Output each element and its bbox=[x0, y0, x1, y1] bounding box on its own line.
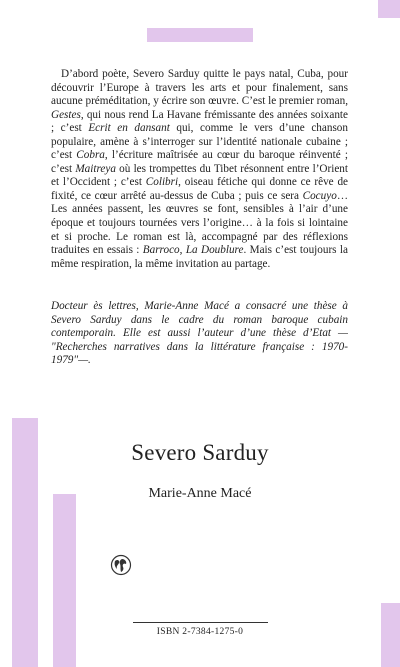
book-author: Marie-Anne Macé bbox=[148, 486, 252, 501]
decorative-bar-corner bbox=[378, 0, 400, 18]
back-cover-summary: D’abord poète, Severo Sarduy quitte le pays natal, Cuba, pour découvrir l’Europe à travers les arts et pour finalement, sans aucune préméditation, y écrire son œuvre. C’est le premier roman, Gestes, qui nous rend La Havane frémissante des années soixante ; c’est Ecrit en dansant qui, comme le vers d’une chanson populaire, amène à s’interroger sur l’identité nationale cubaine ; c’est Cobra, l’écriture maîtrisée au cœur du baroque réinventé ; c’est Maitreya où les trompettes du Tibet résonnent entre l’Orient et l’Occident ; c’est Colibri, oiseau fétiche qui donne ce rêve de fixité, ce cœur arrêté au-dessus de Cuba ; puis ce sera Cocuyo… Les années passent, les œuvres se font, sensibles à l’air d’une époque et toujours tournées vers l’origine… à la fois si lointaine et si proche. Le roman est là, accompagné par des réflexions traduites en essais : Barroco, La Doublure. Mais c’est toujours la même respiration, la même invitation au partage. bbox=[51, 68, 349, 270]
isbn-rule bbox=[133, 622, 268, 623]
author-bio: Docteur ès lettres, Marie-Anne Macé a consacré une thèse à Severo Sarduy dans le cadre du roman baroque cubain contemporain. Elle est aussi l’auteur d’une thèse d’Etat — "Recherches narratives dans la littérature française : 1970-1979"—. bbox=[51, 300, 348, 367]
isbn-label: ISBN 2-7384-1275-0 bbox=[156, 627, 244, 637]
decorative-bar-top bbox=[147, 28, 253, 42]
book-title: Severo Sarduy bbox=[131, 440, 269, 465]
decorative-bar-left-inner bbox=[53, 494, 76, 667]
globe-icon bbox=[110, 554, 132, 576]
